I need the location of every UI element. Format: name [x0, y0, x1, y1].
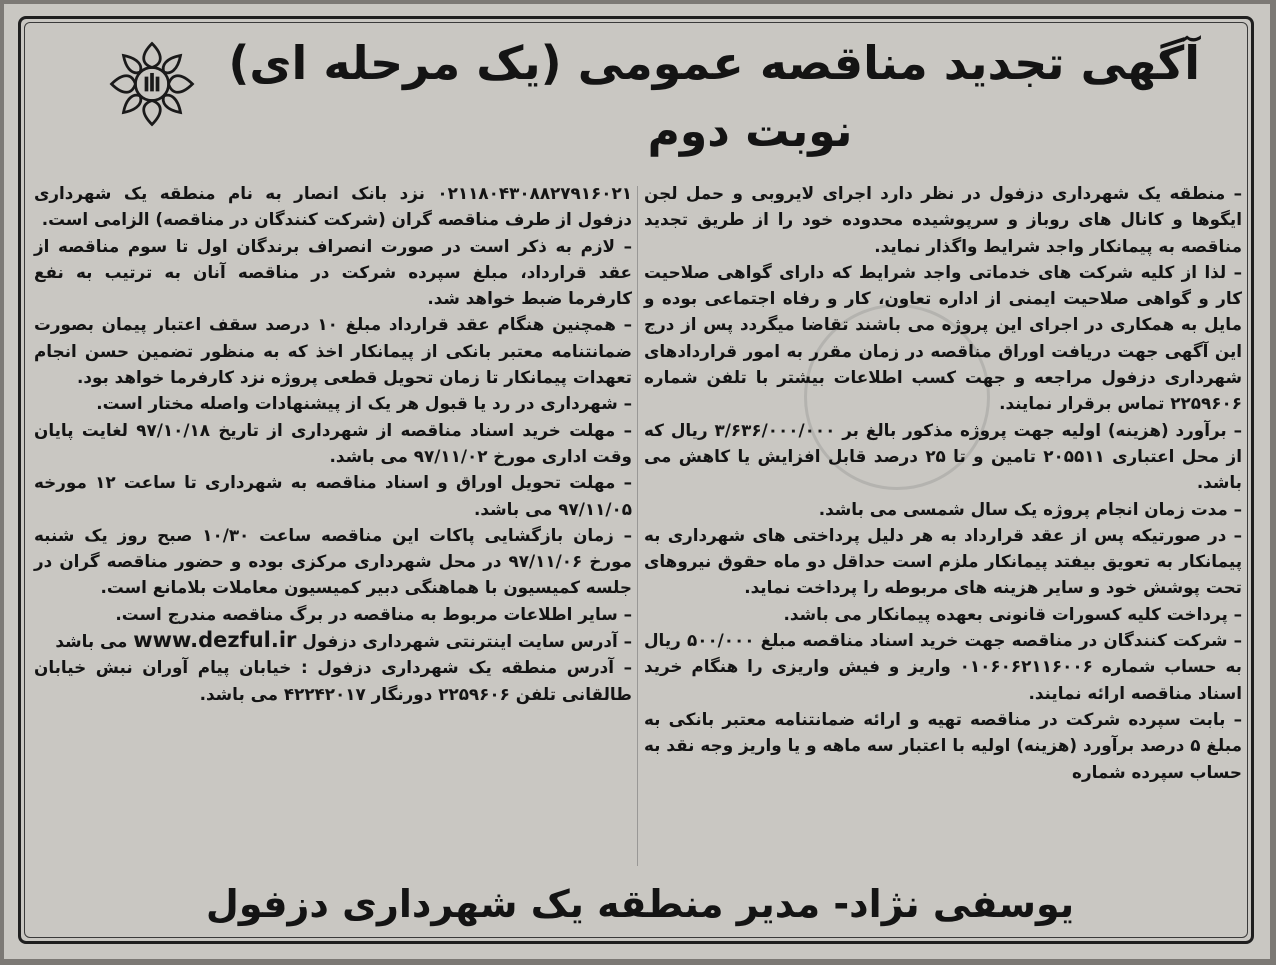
paragraph: – بابت سپرده شرکت در مناقصه تهیه و ارائه ضمانتنامه معتبر بانکی به مبلغ ۵ درصد برآورد (هزینه) اولیه با اعتبار سه ماهه و یا واریز وجه نقد به حساب سپرده شماره — [644, 708, 1242, 782]
website-prefix: – آدرس سایت اینترنتی شهرداری دزفول — [302, 631, 632, 652]
address-paragraph: – آدرس منطقه یک شهرداری دزفول : خیابان پیام آوران نبش خیابان طالقانی تلفن ۲۲۵۹۶۰۶ دورنگار ۴۲۲۴۲۰۱۷ می باشد. — [34, 657, 632, 704]
signature-line: یوسفی نژاد- مدیر منطقه یک شهرداری دزفول — [205, 882, 1075, 926]
notice-title: آگهی تجدید مناقصه عمومی (یک مرحله ای) — [228, 36, 1200, 90]
website-paragraph — [34, 627, 632, 654]
paragraph: – لذا از کلیه شرکت های خدماتی واجد شرایط که دارای گواهی صلاحیت کار و گواهی صلاحیت ایمنی از اداره تعاون، کار و رفاه اجتماعی بوده و مایل به همکاری در اجرای این پروژه می باشند تقاضا میگردد پس از درج این آگهی جهت دریافت اوراق مناقصه در زمان مقرر به امور قراردادهای شهرداری دزفول مراجعه و جهت کسب اطلاعات بیشتر با تلفن شماره ۲۲۵۹۶۰۶ تماس برقرار نمایند. — [644, 261, 1242, 414]
municipality-emblem-icon — [106, 38, 198, 130]
newspaper-clipping — [4, 4, 1270, 959]
paragraph: – پرداخت کلیه کسورات قانونی بعهده پیمانکار می باشد. — [783, 603, 1242, 624]
website-link[interactable]: www.dezful.ir — [133, 628, 297, 653]
paragraph: – شهرداری در رد یا قبول هر یک از پیشنهادات واصله مختار است. — [96, 393, 632, 414]
column-divider — [637, 186, 638, 866]
paragraph: – همچنین هنگام عقد قرارداد مبلغ ۱۰ درصد سقف اعتبار پیمان بصورت ضمانتنامه معتبر بانکی از پیمانکار اخذ که به منظور تضمین حسن انجام تعهدات پیمانکار تا زمان تحویل قطعی پروژه نزد کارفرما خواهد بود. — [34, 314, 632, 388]
paragraph: – منطقه یک شهرداری دزفول در نظر دارد اجرای لایروبی و حمل لجن ایگوها و کانال های روباز و سرپوشیده محدوده خود را از طریق تجدید مناقصه به پیمانکار واجد شرایط واگذار نماید. — [644, 183, 1242, 256]
paragraph: – در صورتیکه پس از عقد قرارداد به هر دلیل پرداختی های شهرداری به پیمانکار به تعویق بیفتد پیمانکار ملزم است حداقل دو ماه حقوق نیروهای تحت پوشش خود و سایر هزینه های مربوطه را پرداخت نماید. — [644, 524, 1242, 598]
notice-subtitle: نوبت دوم — [647, 106, 853, 157]
left-column — [34, 180, 632, 707]
paragraph: – سایر اطلاعات مربوط به مناقصه در برگ مناقصه مندرج است. — [115, 603, 632, 624]
paragraph: – زمان بازگشایی پاکات این مناقصه ساعت ۱۰/۳۰ صبح روز یک شنبه مورخ ۹۷/۱۱/۰۶ در محل شهرداری مرکزی بوده و حضور مناقصه گران در جلسه کمیسیون با هماهنگی دبیر کمیسیون معاملات بلامانع است. — [34, 524, 632, 598]
paragraph: – برآورد (هزینه) اولیه جهت پروژه مذکور بالغ بر ۳/۶۳۶/۰۰۰/۰۰۰ ریال که از محل اعتباری ۲۰۵۵۱۱ تامین و تا ۲۵ درصد قابل افزایش یا کاهش می باشد. — [644, 419, 1242, 493]
right-column — [644, 180, 1242, 785]
paragraph: – مهلت تحویل اوراق و اسناد مناقصه به شهرداری تا ساعت ۱۲ مورخه ۹۷/۱۱/۰۵ می باشد. — [34, 472, 632, 519]
paragraph: – لازم به ذکر است در صورت انصراف برندگان اول تا سوم مناقصه از عقد قرارداد، مبلغ سپرده شرکت در مناقصه آنان به ترتیب به نفع کارفرما ضبط خواهد شد. — [34, 235, 632, 309]
paragraph: – مدت زمان انجام پروژه یک سال شمسی می باشد. — [818, 498, 1242, 519]
paragraph: – مهلت خرید اسناد مناقصه از شهرداری از تاریخ ۹۷/۱۰/۱۸ لغایت پایان وقت اداری مورخ ۹۷/۱۱/۰۲ می باشد. — [34, 419, 632, 466]
paragraph: ۰۲۱۱۸۰۴۳۰۸۸۲۷۹۱۶۰۲۱ نزد بانک انصار به نام منطقه یک شهرداری دزفول از طرف مناقصه گران (شرکت کنندگان در مناقصه) الزامی است. — [34, 183, 632, 230]
paragraph: – شرکت کنندگان در مناقصه جهت خرید اسناد مناقصه مبلغ ۵۰۰/۰۰۰ ریال به حساب شماره ۰۱۰۶۰۶۲۱۱۶۰۰۶ واریز و فیش واریزی را هنگام خرید اسناد مناقصه ارائه نمایند. — [644, 630, 1242, 703]
website-suffix: می باشد — [55, 631, 128, 652]
